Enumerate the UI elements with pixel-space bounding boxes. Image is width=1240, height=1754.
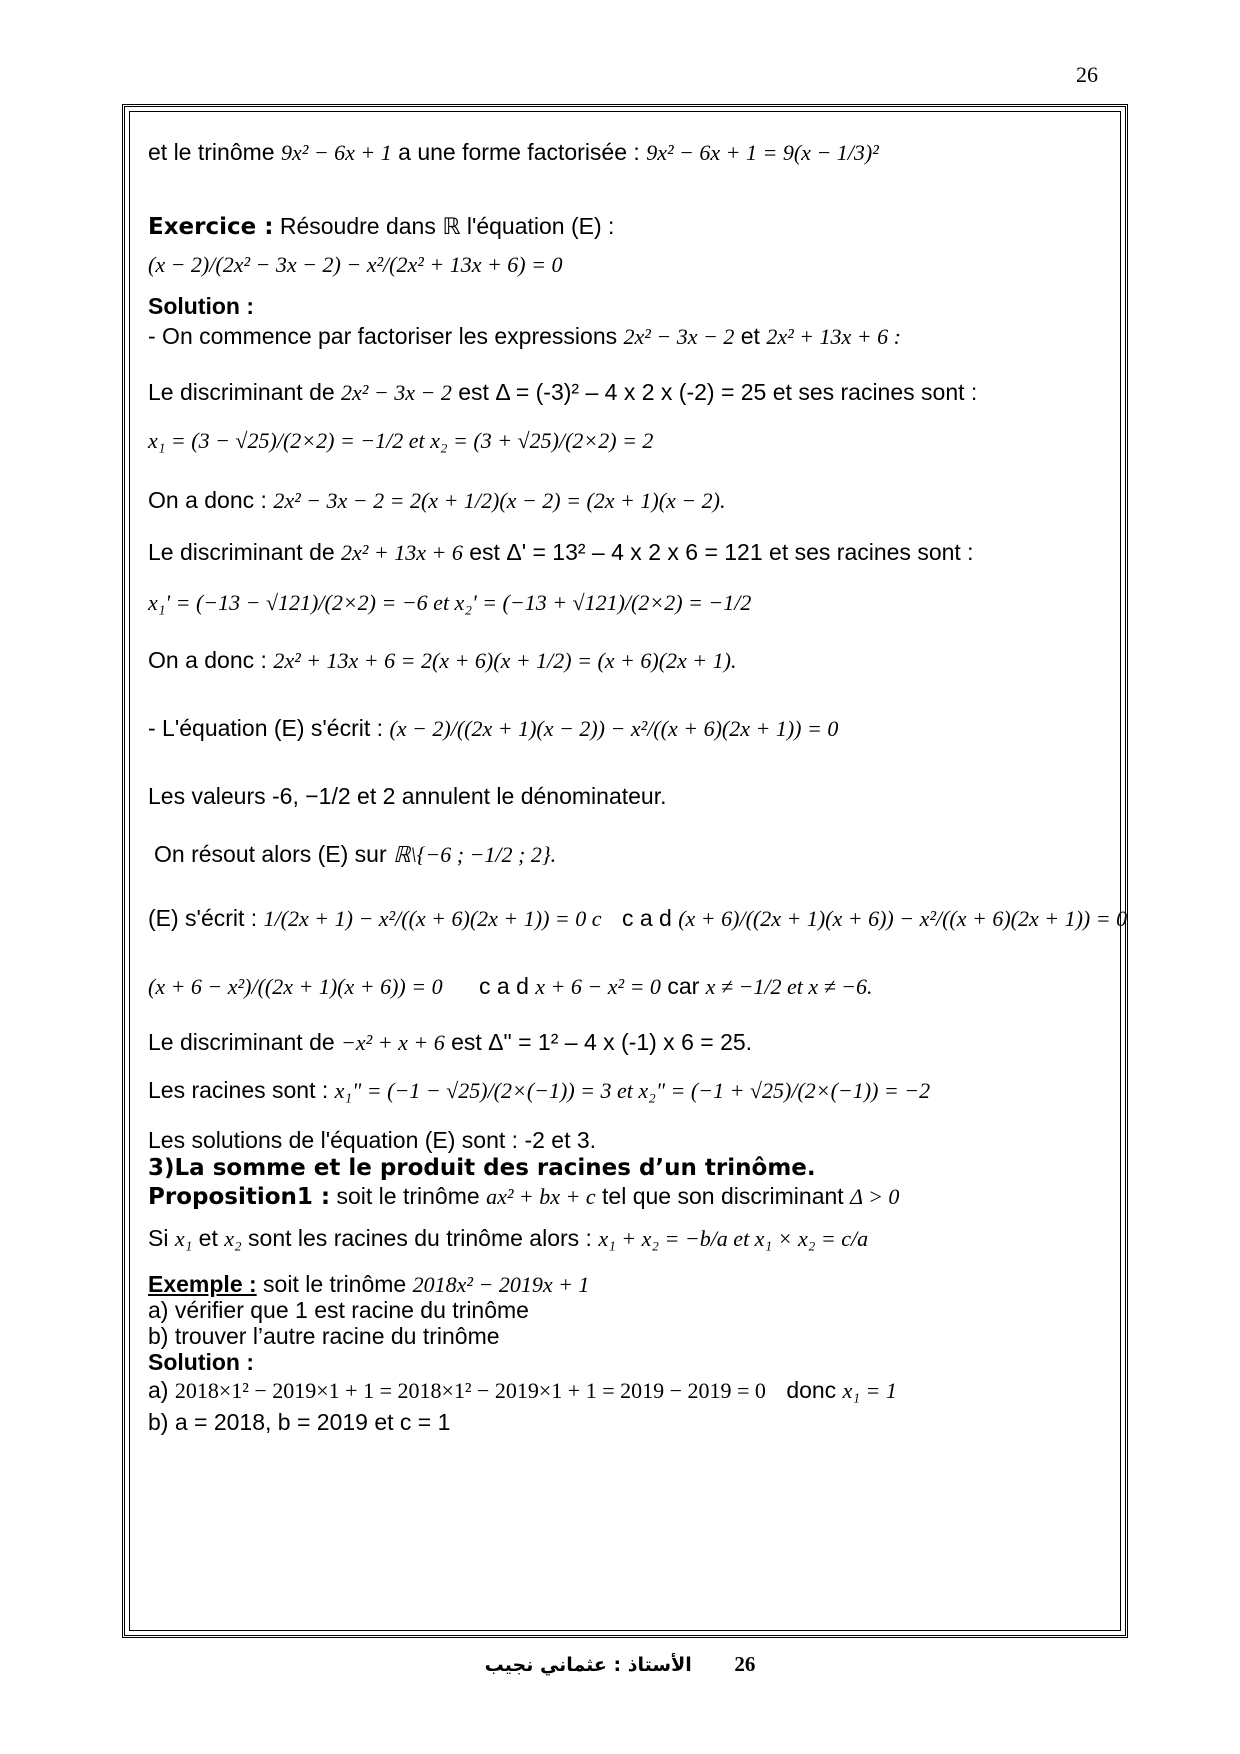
- donc-2-line: [148, 648, 736, 673]
- text: c a d: [479, 973, 529, 999]
- section-3-title: 3)La somme et le produit des racines d’un trinôme.: [148, 1155, 816, 1181]
- math-expression: 2x² + 13x + 6: [341, 540, 463, 565]
- text: et: [198, 1225, 218, 1251]
- text: Le discriminant de: [148, 539, 335, 565]
- math-expression: (x + 6 − x²)/((2x + 1)(x + 6)) = 0: [148, 974, 443, 999]
- example-label: Exemple :: [148, 1271, 257, 1297]
- text: Le discriminant de: [148, 379, 335, 405]
- math-expression: 2x² + 13x + 6 = 2(x + 6)(x + 1/2) = (x + 6)(2x + 1).: [273, 648, 737, 673]
- proposition-label: Proposition1 :: [148, 1184, 331, 1210]
- text: Si: [148, 1225, 169, 1251]
- math-expression: 1/(2x + 1) − x²/((x + 6)(2x + 1)) = 0 c: [263, 906, 602, 931]
- text: a une forme factorisée :: [398, 139, 640, 165]
- math-expression: (x − 2)/(2x² − 3x − 2) − x²/(2x² + 13x + 6) = 0: [148, 252, 563, 277]
- text: - On commence par factoriser les expressions: [148, 323, 618, 349]
- equation-e: [148, 252, 562, 277]
- math-expression: 2018x² − 2019x + 1: [412, 1272, 590, 1297]
- discriminant-1-line: [148, 380, 977, 405]
- math-expression: 9x² − 6x + 1: [280, 140, 392, 165]
- math-expression: x₁ = 1: [842, 1378, 897, 1403]
- solution-heading: Solution :: [148, 293, 255, 319]
- rewrite-e-line: [148, 906, 1127, 931]
- math-expression: x₂: [224, 1226, 242, 1251]
- text: soit le trinôme: [263, 1271, 407, 1297]
- math-expression: x₁ = (3 − √25)/(2×2) = −1/2 et x₂ = (3 + √25)/(2×2) = 2: [148, 428, 654, 453]
- question-a: a) vérifier que 1 est racine du trinôme: [148, 1297, 529, 1323]
- sum-product-line: [148, 1226, 868, 1251]
- proposition-line: [148, 1184, 899, 1210]
- math-expression: x ≠ −1/2 et x ≠ −6.: [705, 974, 873, 999]
- solutions-line: Les solutions de l'équation (E) sont : -2 et 3.: [148, 1127, 597, 1153]
- roots-2-line: [148, 590, 751, 615]
- math-expression: x + 6 − x² = 0: [535, 974, 661, 999]
- domain-line: [148, 842, 556, 867]
- text: On a donc :: [148, 487, 267, 513]
- text: a): [148, 1377, 169, 1403]
- text: Résoudre dans ℝ l'équation (E) :: [279, 213, 615, 239]
- text: est Δ" = 1² – 4 x (-1) x 6 = 25.: [451, 1029, 753, 1055]
- math-expression: x₁" = (−1 − √25)/(2×(−1)) = 3 et x₂" = (−1 + √25)/(2×(−1)) = −2: [334, 1078, 931, 1103]
- exercise-statement: [148, 214, 614, 240]
- equation-rewrite-line: [148, 716, 838, 741]
- discriminant-2-line: [148, 540, 974, 565]
- simplified-equation-line: [148, 974, 873, 999]
- roots-1-line: [148, 428, 653, 453]
- text: est Δ' = 13² – 4 x 2 x 6 = 121 et ses racines sont :: [469, 539, 974, 565]
- math-expression: 2x² − 3x − 2: [341, 380, 452, 405]
- donc-1-line: [148, 488, 725, 513]
- math-expression: 2x² − 3x − 2 = 2(x + 1/2)(x − 2) = (2x + 1)(x − 2).: [273, 488, 726, 513]
- discriminant-3-line: [148, 1030, 752, 1055]
- answer-b-line: b) a = 2018, b = 2019 et c = 1: [148, 1409, 451, 1435]
- question-b: b) trouver l’autre racine du trinôme: [148, 1323, 500, 1349]
- text: (E) s'écrit :: [148, 905, 258, 931]
- teacher-name: الأستاذ : عثماني نجيب: [484, 1654, 692, 1676]
- factorise-line: [148, 324, 901, 349]
- text: donc: [786, 1377, 837, 1403]
- math-expression: 2x² + 13x + 6 :: [766, 324, 901, 349]
- math-expression: Δ > 0: [850, 1184, 900, 1209]
- forbidden-values-line: [148, 784, 667, 809]
- math-expression: ℝ\{−6 ; −1/2 ; 2}.: [393, 842, 557, 867]
- text: sont les racines du trinôme alors :: [248, 1225, 592, 1251]
- math-expression: 9x² − 6x + 1 = 9(x − 1/3)²: [646, 140, 879, 165]
- text: Le discriminant de: [148, 1029, 335, 1055]
- math-expression: −x² + x + 6: [341, 1030, 445, 1055]
- math-expression: x₁: [174, 1226, 193, 1251]
- text: est Δ = (-3)² – 4 x 2 x (-2) = 25 et ses racines sont :: [458, 379, 978, 405]
- text: et le trinôme: [148, 139, 275, 165]
- footer: [0, 1652, 1240, 1677]
- math-expression: (x + 6)/((2x + 1)(x + 6)) − x²/((x + 6)(2x + 1)) = 0: [678, 906, 1128, 931]
- text: On a donc :: [148, 647, 267, 673]
- footer-page-number: 26: [734, 1652, 756, 1676]
- text: car: [667, 973, 700, 999]
- math-expression: 2x² − 3x − 2: [623, 324, 735, 349]
- text: Les racines sont :: [148, 1077, 329, 1103]
- math-expression: (x − 2)/((2x + 1)(x − 2)) − x²/((x + 6)(2x + 1)) = 0: [389, 716, 839, 741]
- text: c a d: [621, 905, 672, 931]
- roots-3-line: [148, 1078, 930, 1103]
- text: et: [740, 323, 760, 349]
- page-number: 26: [1076, 62, 1098, 87]
- exercise-label: Exercice :: [148, 214, 274, 240]
- trinome-factorised-line: [148, 140, 879, 165]
- text: soit le trinôme: [336, 1183, 480, 1209]
- answer-a-line: [148, 1378, 897, 1403]
- math-expression: ax² + bx + c: [486, 1184, 596, 1209]
- example-line: [148, 1272, 589, 1297]
- math-expression: x₁ + x₂ = −b/a et x₁ × x₂ = c/a: [598, 1226, 869, 1251]
- math-expression: x₁' = (−13 − √121)/(2×2) = −6 et x₂' = (−13 + √121)/(2×2) = −1/2: [148, 590, 752, 615]
- solution-heading-2: Solution :: [148, 1349, 255, 1375]
- text: - L'équation (E) s'écrit :: [148, 715, 384, 741]
- math-expression: 2018×1² − 2019×1 + 1 = 2018×1² − 2019×1 + 1 = 2019 − 2019 = 0: [174, 1378, 766, 1403]
- text: Les valeurs -6, −1/2 et 2 annulent le dénominateur.: [148, 783, 667, 809]
- text: tel que son discriminant: [602, 1183, 844, 1209]
- text: On résout alors (E) sur: [154, 841, 387, 867]
